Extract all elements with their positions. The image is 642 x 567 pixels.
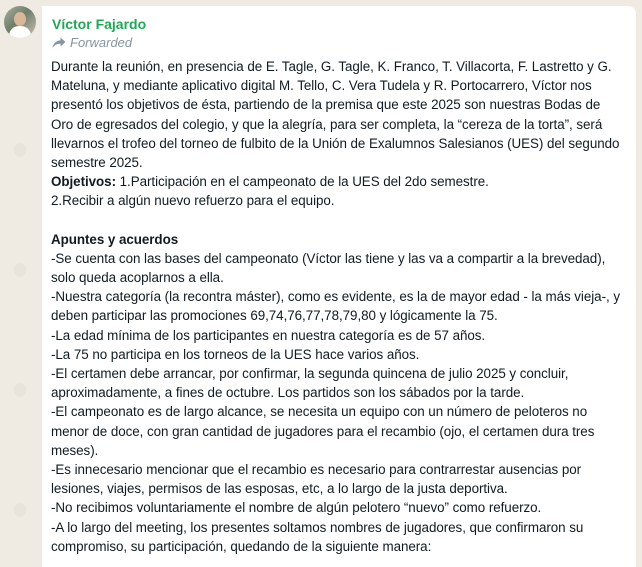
objective-1: 1.Participación en el campeonato de la UES del 2do semestre. bbox=[115, 174, 489, 190]
note-item: -Nuestra categoría (la recontra máster), como es evidente, es la de mayor edad - la más vieja-, y deben participar las promociones 69,74,76,77,78,79,80 y lógicamente la 75. bbox=[51, 289, 620, 324]
note-item: -No recibimos voluntariamente el nombre de algún pelotero “nuevo” como refuerzo. bbox=[51, 500, 542, 516]
avatar-face bbox=[14, 12, 26, 26]
forwarded-indicator bbox=[52, 34, 626, 52]
forwarded-label: Forwarded bbox=[70, 35, 133, 50]
intro-paragraph: Durante la reunión, en presencia de E. Tagle, G. Tagle, K. Franco, T. Villacorta, F. Lastretto y G. Mateluna, y mediante aplicativo digital M. Tello, C. Vera Tudela y R. Portocarrero, Víctor nos presentó los objetivos de ésta, partiendo de la premisa que este 2025 son nuestras Bodas de Oro de egresados del colegio, y que la alegría, para ser completa, la “cereza de la torta”, será llevarnos el trofeo del torneo de fulbito de la Unión de Exalumnos Salesianos (UES) del segundo semestre 2025. bbox=[51, 59, 620, 171]
note-item: -El certamen debe arrancar, por confirmar, la segunda quincena de julio 2025 y concluir, aproximadamente, a fines de octubre. Los partidos son los sábados por la tarde. bbox=[51, 366, 569, 401]
note-item: -El campeonato es de largo alcance, se necesita un equipo con un número de peloteros no menor de doce, con gran cantidad de jugadores para el recambio (ojo, el certamen dura tres meses). bbox=[51, 404, 595, 458]
sender-avatar[interactable] bbox=[4, 6, 36, 38]
note-item: -La 75 no participa en los torneos de la UES hace varios años. bbox=[51, 346, 420, 362]
note-item: -La edad mínima de los participantes en nuestra categoría es de 57 años. bbox=[51, 327, 486, 343]
note-item: -Se cuenta con las bases del campeonato (Víctor las tiene y las va a compartir a la brevedad), solo queda acoplarnos a ella. bbox=[51, 250, 606, 286]
paragraph-spacer bbox=[51, 211, 626, 230]
message-bubble[interactable] bbox=[42, 6, 636, 567]
objectives-label: Objetivos: bbox=[51, 174, 116, 190]
message-text bbox=[51, 57, 626, 556]
avatar-shirt bbox=[9, 26, 31, 38]
notes-heading: Apuntes y acuerdos bbox=[51, 231, 179, 247]
note-item: -A lo largo del meeting, los presentes soltamos nombres de jugadores, que confirmaron su compromiso, su participación, quedando de la siguiente manera: bbox=[51, 519, 584, 554]
objective-2: 2.Recibir a algún nuevo refuerzo para el equipo. bbox=[51, 193, 335, 209]
note-item: -Es innecesario mencionar que el recambio es necesario para contrarrestar ausencias por lesiones, viajes, permisos de las esposas, etc, a lo largo de la justa deportiva. bbox=[51, 462, 582, 497]
forward-arrow-icon bbox=[52, 37, 66, 49]
objectives-line bbox=[51, 172, 626, 191]
sender-name[interactable]: Víctor Fajardo bbox=[52, 16, 147, 32]
